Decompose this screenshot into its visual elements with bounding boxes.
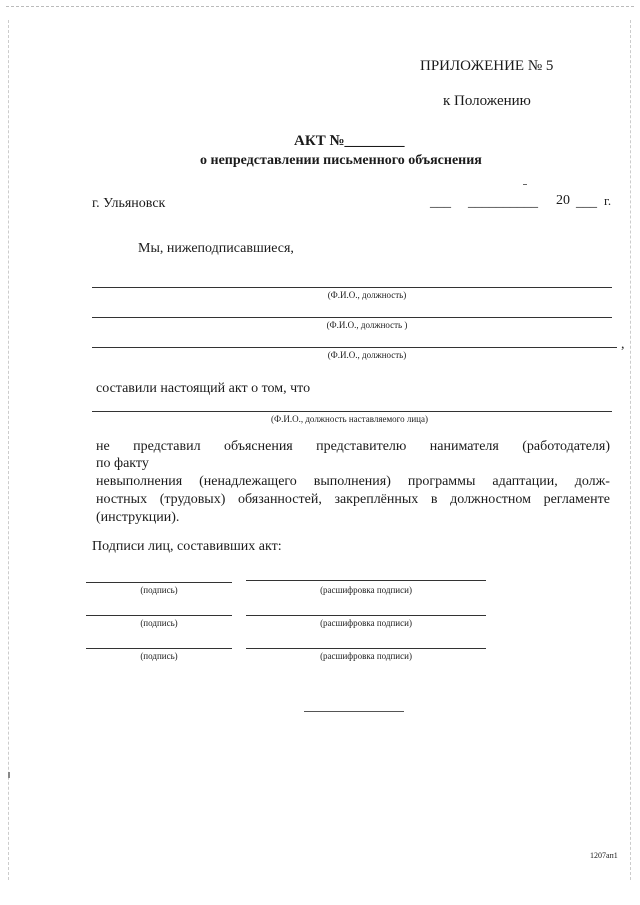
signature-caption-3: (подпись) [140, 651, 178, 661]
paragraph-line-2: по факту [96, 456, 149, 471]
signature-line-3 [86, 648, 232, 649]
date-year-blank: ___ [576, 195, 597, 210]
paragraph-line-4 [96, 492, 610, 508]
date-year-prefix: 20 [556, 193, 570, 208]
decode-line-1 [246, 580, 486, 581]
word: выполнения) [313, 474, 391, 489]
city-label: г. Ульяновск [92, 196, 166, 211]
decode-line-3 [246, 648, 486, 649]
word: должностном [450, 492, 531, 507]
act-subtitle: о непредставлении письменного объяснения [200, 153, 482, 168]
date-month-blank: __________ [468, 195, 538, 210]
decode-line-2 [246, 615, 486, 616]
word: обязанностей, [237, 492, 322, 507]
trailing-comma: , [621, 337, 625, 352]
signer-line-1 [92, 287, 612, 288]
signature-line-1 [86, 582, 232, 583]
word: нанимателя [429, 439, 499, 454]
word: (работодателя) [522, 439, 610, 454]
composed-text: составили настоящий акт о том, что [96, 381, 311, 396]
word: представителю [316, 439, 407, 454]
word: не [96, 439, 110, 454]
scan-border-right [630, 20, 631, 880]
paragraph-line-5: (инструкции). [96, 510, 180, 525]
word: (ненадлежащего [199, 474, 297, 489]
word: долж- [574, 474, 610, 489]
signer-caption-2: (Ф.И.О., должность ) [326, 320, 408, 330]
employee-line [92, 411, 612, 412]
word: представил [133, 439, 201, 454]
intro-text: Мы, нижеподписавшиеся, [138, 241, 294, 256]
decode-caption-3: (расшифровка подписи) [320, 651, 412, 661]
decode-caption-2: (расшифровка подписи) [320, 618, 412, 628]
word: невыполнения [96, 474, 183, 489]
regulation-label: к Положению [443, 93, 531, 109]
word: программы [407, 474, 476, 489]
date-day-blank: ___ [430, 195, 451, 210]
scan-border-left [8, 20, 9, 880]
word: (трудовых) [159, 492, 226, 507]
word: объяснения [223, 439, 293, 454]
signer-caption-3: (Ф.И.О., должность) [327, 350, 407, 360]
employee-caption: (Ф.И.О., должность наставляемого лица) [271, 414, 428, 424]
act-title: АКТ №________ [294, 133, 405, 149]
date-year-suffix: г. [604, 193, 612, 208]
signatures-heading: Подписи лиц, составивших акт: [92, 539, 282, 554]
scan-speck [8, 772, 10, 778]
word: ностных [96, 492, 148, 507]
signer-caption-1: (Ф.И.О., должность) [327, 290, 407, 300]
word: закреплённых [334, 492, 419, 507]
word: в [430, 492, 438, 507]
word: регламенте [543, 492, 610, 507]
signer-line-2 [92, 317, 612, 318]
paragraph-line-3 [96, 474, 610, 490]
signature-line-2 [86, 615, 232, 616]
decode-caption-1: (расшифровка подписи) [320, 585, 412, 595]
scan-border-top [6, 6, 634, 7]
signer-line-3 [92, 347, 617, 348]
signature-caption-2: (подпись) [140, 618, 178, 628]
footer-code: 1207ап1 [590, 851, 618, 860]
word: адаптации, [492, 474, 558, 489]
closing-separator [304, 711, 404, 712]
paragraph-line-1 [96, 439, 610, 455]
appendix-label: ПРИЛОЖЕНИЕ № 5 [420, 58, 554, 74]
signature-caption-1: (подпись) [140, 585, 178, 595]
scan-speck [523, 184, 527, 185]
